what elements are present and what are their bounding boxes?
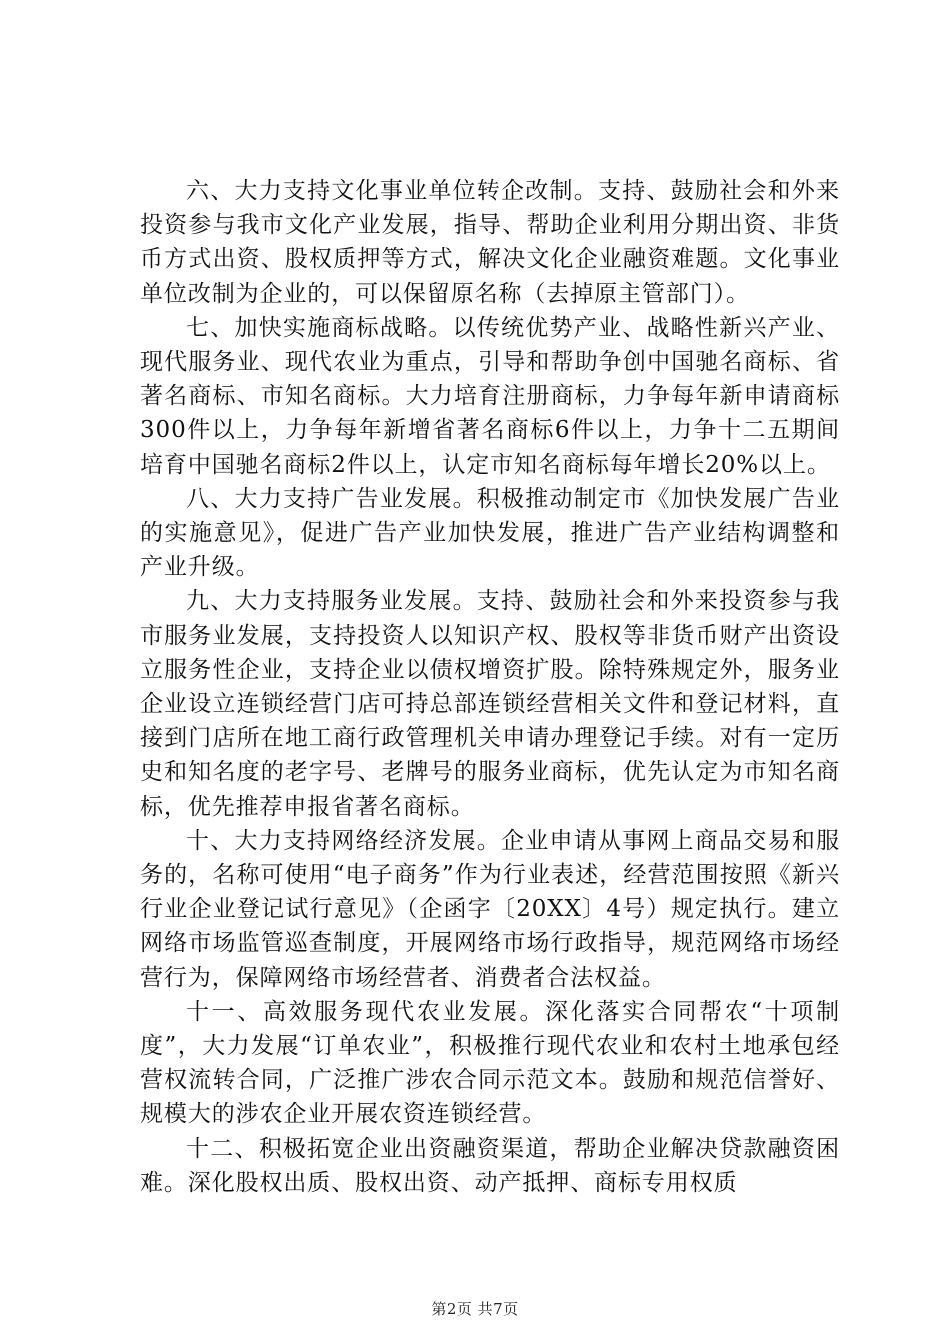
paragraph-6: 六、大力支持文化事业单位转企改制。支持、鼓励社会和外来投资参与我市文化产业发展，指导、帮助企业利用分期出资、非货币方式出资、股权质押等方式，解决文化企业融资难题。文化事业单位改制为企业的，可以保留原名称（去掉原主管部门）。 bbox=[140, 178, 840, 307]
paragraph-11: 十一、高效服务现代农业发展。深化落实合同帮农“十项制度”，大力发展“订单农业”，积极推行现代农业和农村土地承包经营权流转合同，广泛推广涉农合同示范文本。鼓励和规范信誉好、规模大的涉农企业开展农资连锁经营。 bbox=[140, 998, 840, 1128]
document-body bbox=[140, 174, 840, 1200]
paragraph-8: 八、大力支持广告业发展。积极推动制定市《加快发展广告业的实施意见》，促进广告产业加快发展，推进广告产业结构调整和产业升级。 bbox=[140, 485, 840, 581]
paragraph-12: 十二、积极拓宽企业出资融资渠道，帮助企业解决贷款融资困难。深化股权出质、股权出资、动产抵押、商标专用权质 bbox=[140, 1135, 840, 1196]
page-footer: 第2页 共7页 bbox=[431, 1300, 519, 1318]
paragraph-7: 七、加快实施商标战略。以传统优势产业、战略性新兴产业、现代服务业、现代农业为重点，引导和帮助争创中国驰名商标、省著名商标、市知名商标。大力培育注册商标，力争每年新申请商标300件以上，力争每年新增省著名商标6件以上，力争十二五期间培育中国驰名商标2件以上，认定市知名商标每年增长20%以上。 bbox=[140, 314, 840, 478]
paragraph-10: 十、大力支持网络经济发展。企业申请从事网上商品交易和服务的，名称可使用“电子商务”作为行业表述，经营范围按照《新兴行业企业登记试行意见》（企函字〔20XX〕4号）规定执行。建立网络市场监管巡查制度，开展网络市场行政指导，规范网络市场经营行为，保障网络市场经营者、消费者合法权益。 bbox=[140, 827, 840, 991]
paragraph-9: 九、大力支持服务业发展。支持、鼓励社会和外来投资参与我市服务业发展，支持投资人以知识产权、股权等非货币财产出资设立服务性企业，支持企业以债权增资扩股。除特殊规定外，服务业企业设立连锁经营门店可持总部连锁经营相关文件和登记材料，直接到门店所在地工商行政管理机关申请办理登记手续。对有一定历史和知名度的老字号、老牌号的服务业商标，优先认定为市知名商标，优先推荐申报省著名商标。 bbox=[140, 588, 840, 820]
